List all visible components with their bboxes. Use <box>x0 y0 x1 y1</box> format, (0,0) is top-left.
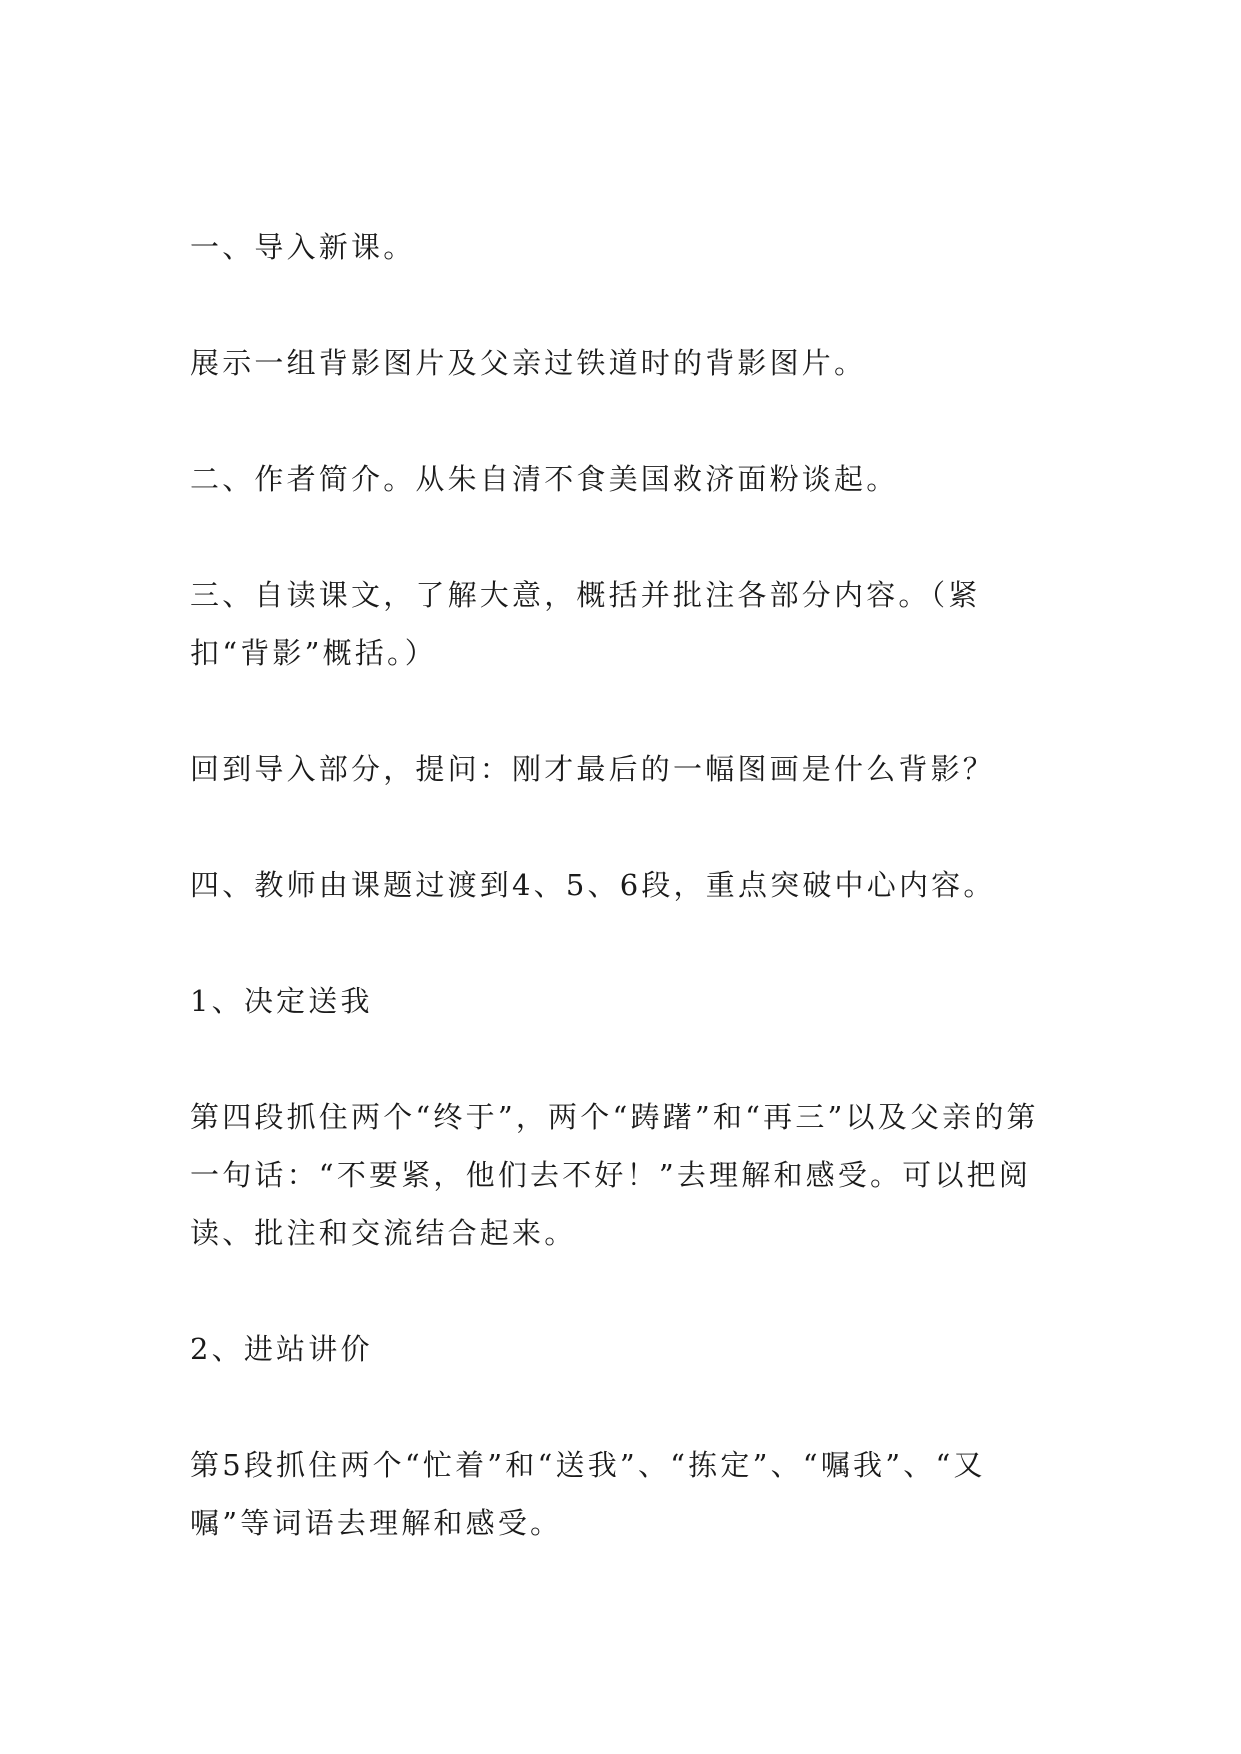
document-body <box>190 218 1060 1552</box>
subheading: 2、进站讲价 <box>190 1332 373 1366</box>
paragraph: 回到导入部分，提问：刚才最后的一幅图画是什么背影？ <box>190 752 996 786</box>
paragraph: 第四段抓住两个“终于”，两个“踌躇”和“再三”以及父亲的第一句话：“不要紧，他们去不好！”去理解和感受。可以把阅读、批注和交流结合起来。 <box>190 1100 1039 1250</box>
section-heading-reading: 三、自读课文，了解大意，概括并批注各部分内容。（紧扣“背影”概括。） <box>190 578 981 670</box>
paragraph: 第5段抓住两个“忙着”和“送我”、“拣定”、“嘱我”、“又嘱”等词语去理解和感受。 <box>190 1448 986 1540</box>
section-heading-intro: 一、导入新课。 <box>190 230 416 264</box>
subheading: 1、决定送我 <box>190 984 373 1018</box>
section-heading-author: 二、作者简介。从朱自清不食美国救济面粉谈起。 <box>190 462 899 496</box>
paragraph: 展示一组背影图片及父亲过铁道时的背影图片。 <box>190 346 867 380</box>
section-heading-focus: 四、教师由课题过渡到4、5、6段，重点突破中心内容。 <box>190 868 996 902</box>
